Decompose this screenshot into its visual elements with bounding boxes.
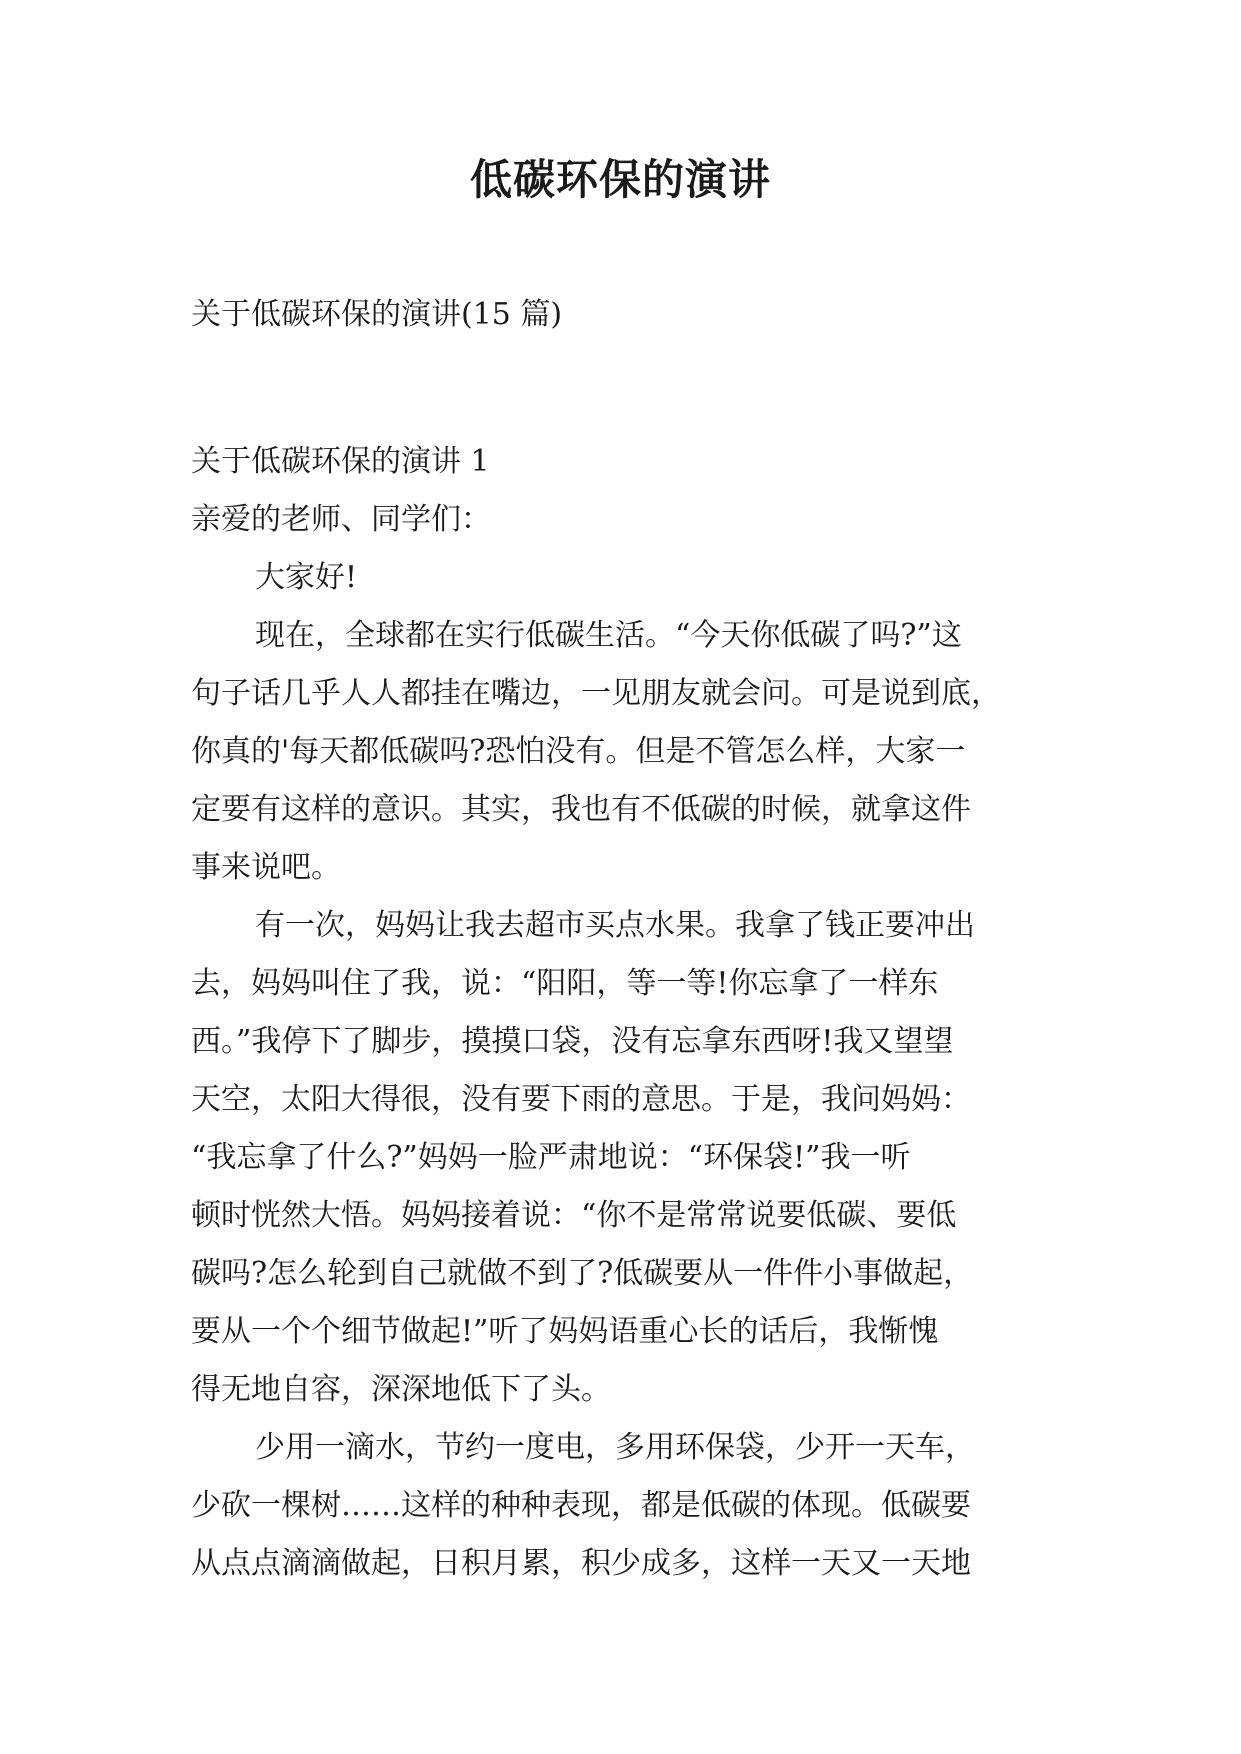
paragraph-line: 从点点滴滴做起，日积月累，积少成多，这样一天又一天地 [191, 1546, 971, 1581]
document-body [191, 286, 1057, 1593]
paragraph-line: 句子话几乎人人都挂在嘴边，一见朋友就会问。可是说到底， [191, 676, 1001, 711]
paragraph-line: 西。”我停下了脚步，摸摸口袋，没有忘拿东西呀!我又望望 [191, 1024, 954, 1059]
paragraph-line: 得无地自容，深深地低下了头。 [191, 1372, 611, 1407]
document-subtitle: 关于低碳环保的演讲(15 篇) [191, 297, 563, 332]
document-title: 低碳环保的演讲 [469, 155, 771, 204]
paragraph-line: 要从一个个细节做起!”听了妈妈语重心长的话后，我惭愧 [191, 1314, 939, 1349]
paragraph-line: 现在，全球都在实行低碳生活。“今天你低碳了吗?”这 [255, 618, 962, 653]
salutation: 亲爱的老师、同学们： [191, 502, 491, 537]
paragraph-line: 顿时恍然大悟。妈妈接着说：“你不是常常说要低碳、要低 [191, 1198, 957, 1233]
paragraph-line: 碳吗?怎么轮到自己就做不到了?低碳要从一件件小事做起， [191, 1256, 974, 1291]
spacer [191, 344, 1057, 433]
paragraph-line: 少用一滴水，节约一度电，多用环保袋，少开一天车， [255, 1430, 975, 1465]
paragraph-line: 定要有这样的意识。其实，我也有不低碳的时候，就拿这件 [191, 792, 971, 827]
paragraph-line: 少砍一棵树……这样的种种表现，都是低碳的体现。低碳要 [191, 1488, 971, 1523]
paragraph-line: 大家好! [255, 560, 358, 595]
section-heading: 关于低碳环保的演讲 1 [191, 444, 490, 479]
paragraph-line: 天空，太阳大得很，没有要下雨的意思。于是，我问妈妈： [191, 1082, 971, 1117]
paragraph-line: 去，妈妈叫住了我，说：“阳阳，等一等!你忘拿了一样东 [191, 966, 939, 1001]
paragraph-line: “我忘拿了什么?”妈妈一脸严肃地说：“环保袋!”我一听 [191, 1140, 911, 1175]
paragraph-line: 有一次，妈妈让我去超市买点水果。我拿了钱正要冲出 [255, 908, 975, 943]
paragraph-line: 事来说吧。 [191, 850, 341, 885]
paragraph-line: 你真的'每天都低碳吗?恐怕没有。但是不管怎么样，大家一 [191, 734, 966, 769]
